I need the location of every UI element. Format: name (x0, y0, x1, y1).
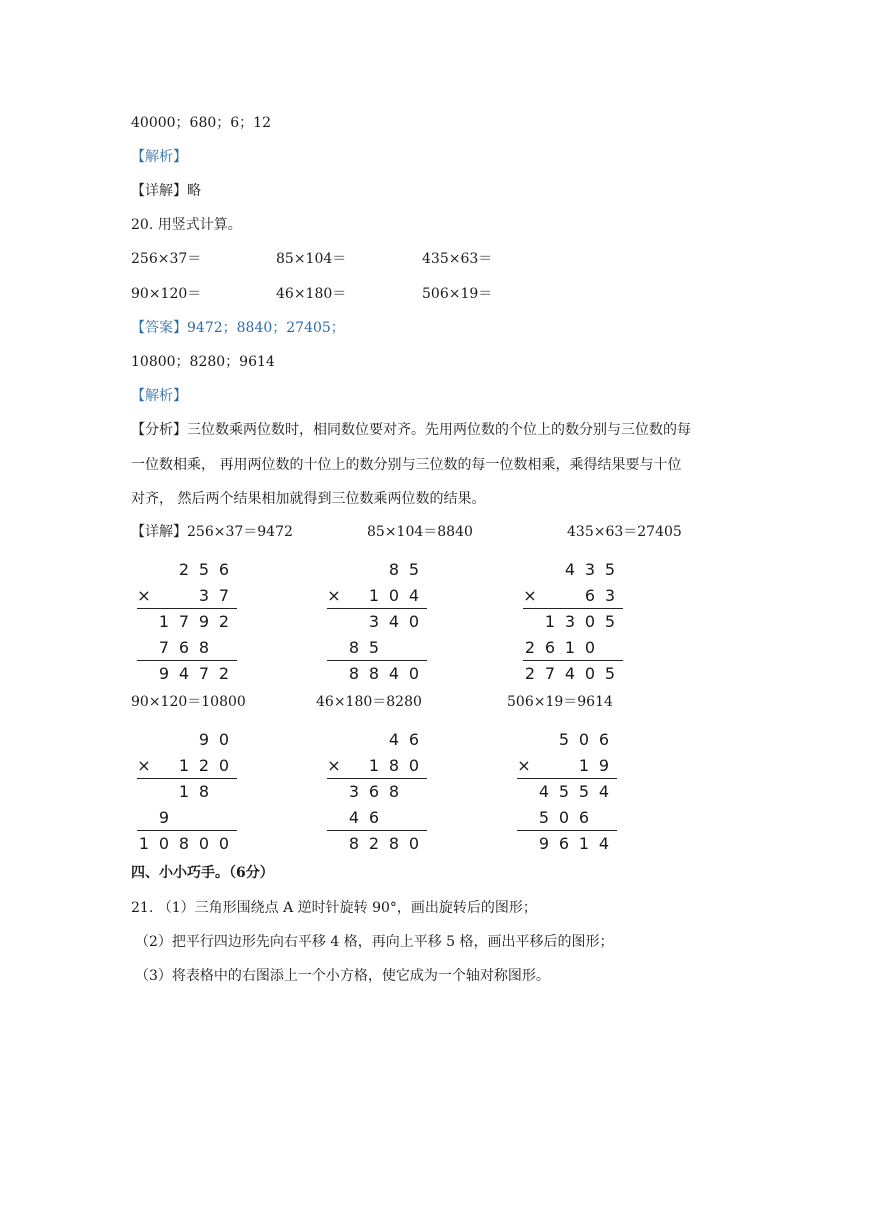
calc-rule-line (137, 778, 237, 779)
digit: 8 (348, 664, 360, 683)
times-sign: × (137, 756, 151, 775)
calc-rule-line (327, 830, 427, 831)
digit: 3 (564, 612, 576, 631)
q20-detail-eq: 46×180＝8280 (316, 694, 422, 710)
digit: 5 (604, 560, 616, 579)
vertical-calc-row (515, 808, 615, 828)
digit: 2 (178, 560, 190, 579)
digit: 8 (198, 638, 210, 657)
q20-analysis-label: 【解析】 (131, 388, 187, 404)
digit: 4 (598, 834, 610, 853)
q20-title: 20. 用竖式计算。 (131, 217, 242, 233)
vertical-calc (325, 560, 445, 683)
q20-fenxi-line1: 【分析】三位数乘两位数时，相同数位要对齐。先用两位数的个位上的数分别与三位数的每 (131, 422, 691, 438)
vertical-calc-row (521, 638, 621, 658)
digit: 5 (538, 808, 550, 827)
vertical-calc-row (135, 782, 235, 802)
digit: 0 (408, 756, 420, 775)
q21-line1: 21. （1）三角形围绕点 A 逆时针旋转 90°，画出旋转后的图形； (131, 900, 537, 916)
vertical-calc-row (515, 782, 615, 802)
vertical-calc-row (135, 756, 235, 776)
digit: 8 (178, 834, 190, 853)
digit: 3 (368, 612, 380, 631)
vertical-calc-row (135, 808, 235, 828)
vertical-calc-row (521, 612, 621, 632)
q20-problem: 85×104＝ (276, 251, 347, 267)
digit: 6 (598, 730, 610, 749)
digit: 5 (408, 560, 420, 579)
q20-fenxi-line3: 对齐， 然后两个结果相加就得到三位数乘两位数的结果。 (131, 491, 486, 507)
digit: 6 (178, 638, 190, 657)
digit: 6 (368, 782, 380, 801)
digit: 0 (408, 612, 420, 631)
vertical-calc-row (521, 664, 621, 684)
vertical-calc-row (135, 612, 235, 632)
digit: 0 (584, 664, 596, 683)
digit: 2 (368, 834, 380, 853)
digit: 3 (198, 586, 210, 605)
q20-detail-eq: 85×104＝8840 (367, 524, 473, 540)
vertical-calc-row (135, 730, 235, 750)
calc-rule-line (523, 660, 623, 661)
digit: 0 (218, 730, 230, 749)
vertical-calc-row (325, 756, 425, 776)
digit: 0 (198, 834, 210, 853)
digit: 5 (558, 782, 570, 801)
digit: 3 (584, 560, 596, 579)
calc-rule-line (327, 778, 427, 779)
vertical-calc (325, 730, 445, 853)
q20-problem: 256×37＝ (131, 251, 202, 267)
vertical-calc-row (521, 560, 621, 580)
digit: 5 (604, 612, 616, 631)
digit: 1 (178, 782, 190, 801)
digit: 1 (138, 834, 150, 853)
digit: 6 (584, 586, 596, 605)
calc-rule-line (523, 608, 623, 609)
digit: 4 (388, 664, 400, 683)
digit: 9 (538, 834, 550, 853)
vertical-calc-row (135, 664, 235, 684)
digit: 0 (578, 730, 590, 749)
vertical-calc-row (135, 586, 235, 606)
digit: 7 (544, 664, 556, 683)
digit: 8 (388, 756, 400, 775)
times-sign: × (327, 756, 341, 775)
digit: 4 (564, 560, 576, 579)
digit: 7 (198, 664, 210, 683)
digit: 6 (368, 808, 380, 827)
digit: 1 (578, 834, 590, 853)
digit: 2 (524, 638, 536, 657)
digit: 9 (198, 612, 210, 631)
calc-rule-line (137, 660, 237, 661)
q20-problem: 90×120＝ (131, 286, 202, 302)
digit: 1 (578, 756, 590, 775)
calc-rule-line (517, 778, 617, 779)
digit: 7 (218, 586, 230, 605)
vertical-calc-row (325, 586, 425, 606)
q21-line2: （2）把平行四边形先向右平移 4 格，再向上平移 5 格，画出平移后的图形； (135, 934, 614, 950)
digit: 4 (388, 612, 400, 631)
digit: 1 (564, 638, 576, 657)
digit: 9 (158, 664, 170, 683)
digit: 2 (218, 664, 230, 683)
digit: 3 (604, 586, 616, 605)
vertical-calc-row (521, 586, 621, 606)
digit: 0 (558, 808, 570, 827)
digit: 6 (558, 834, 570, 853)
digit: 0 (584, 638, 596, 657)
digit: 8 (348, 834, 360, 853)
vertical-calc-row (515, 730, 615, 750)
calc-rule-line (517, 830, 617, 831)
vertical-calc-row (325, 560, 425, 580)
digit: 0 (584, 612, 596, 631)
q20-fenxi-line2: 一位数相乘， 再用两位数的十位上的数分别与三位数的每一位数相乘，乘得结果要与十位 (131, 457, 682, 473)
digit: 8 (368, 664, 380, 683)
digit: 9 (598, 756, 610, 775)
digit: 6 (218, 560, 230, 579)
digit: 8 (348, 638, 360, 657)
vertical-calc (521, 560, 641, 683)
section4-title: 四、小小巧手。（6分） (131, 865, 274, 881)
q19-analysis-label: 【解析】 (131, 149, 187, 165)
digit: 4 (348, 808, 360, 827)
q19-answer: 40000；680；6；12 (131, 115, 271, 131)
digit: 8 (388, 834, 400, 853)
vertical-calc-row (515, 756, 615, 776)
digit: 7 (158, 638, 170, 657)
digit: 4 (178, 664, 190, 683)
digit: 0 (218, 756, 230, 775)
vertical-calc (515, 730, 635, 853)
vertical-calc-row (135, 834, 235, 854)
vertical-calc-row (135, 560, 235, 580)
vertical-calc-row (325, 612, 425, 632)
digit: 0 (388, 586, 400, 605)
vertical-calc (135, 560, 255, 683)
digit: 2 (198, 756, 210, 775)
vertical-calc-row (325, 664, 425, 684)
calc-rule-line (327, 608, 427, 609)
digit: 1 (368, 756, 380, 775)
digit: 4 (538, 782, 550, 801)
digit: 5 (578, 782, 590, 801)
q20-problem: 435×63＝ (422, 251, 493, 267)
digit: 1 (158, 612, 170, 631)
q21-line3: （3）将表格中的右图添上一个小方格，使它成为一个轴对称图形。 (135, 968, 550, 984)
digit: 8 (198, 782, 210, 801)
q20-detail-eq: 435×63＝27405 (567, 524, 682, 540)
q20-detail-eq: 【详解】256×37＝9472 (131, 524, 293, 540)
digit: 1 (368, 586, 380, 605)
digit: 8 (388, 782, 400, 801)
q20-problem: 506×19＝ (422, 286, 493, 302)
q20-detail-eq: 506×19＝9614 (507, 694, 613, 710)
digit: 4 (598, 782, 610, 801)
vertical-calc-row (325, 782, 425, 802)
digit: 4 (564, 664, 576, 683)
vertical-calc-row (325, 834, 425, 854)
digit: 0 (408, 664, 420, 683)
digit: 4 (388, 730, 400, 749)
q20-answer-line1: 【答案】9472；8840；27405； (131, 320, 345, 336)
vertical-calc-row (325, 808, 425, 828)
digit: 1 (544, 612, 556, 631)
calc-rule-line (327, 660, 427, 661)
digit: 1 (178, 756, 190, 775)
times-sign: × (517, 756, 531, 775)
digit: 5 (368, 638, 380, 657)
digit: 7 (178, 612, 190, 631)
digit: 5 (558, 730, 570, 749)
digit: 6 (408, 730, 420, 749)
vertical-calc-row (515, 834, 615, 854)
q20-answer-line2: 10800；8280；9614 (131, 354, 275, 370)
vertical-calc-row (135, 638, 235, 658)
digit: 5 (604, 664, 616, 683)
digit: 4 (408, 586, 420, 605)
digit: 6 (578, 808, 590, 827)
digit: 8 (388, 560, 400, 579)
q20-problem: 46×180＝ (276, 286, 347, 302)
digit: 5 (198, 560, 210, 579)
times-sign: × (523, 586, 537, 605)
calc-rule-line (137, 830, 237, 831)
digit: 6 (544, 638, 556, 657)
digit: 9 (198, 730, 210, 749)
vertical-calc (135, 730, 255, 853)
digit: 9 (158, 808, 170, 827)
q19-detail: 【详解】略 (131, 183, 201, 199)
vertical-calc-row (325, 730, 425, 750)
digit: 2 (218, 612, 230, 631)
digit: 2 (524, 664, 536, 683)
times-sign: × (137, 586, 151, 605)
vertical-calc-row (325, 638, 425, 658)
digit: 3 (348, 782, 360, 801)
digit: 0 (408, 834, 420, 853)
q20-detail-eq: 90×120＝10800 (131, 694, 246, 710)
calc-rule-line (137, 608, 237, 609)
digit: 0 (158, 834, 170, 853)
digit: 0 (218, 834, 230, 853)
times-sign: × (327, 586, 341, 605)
